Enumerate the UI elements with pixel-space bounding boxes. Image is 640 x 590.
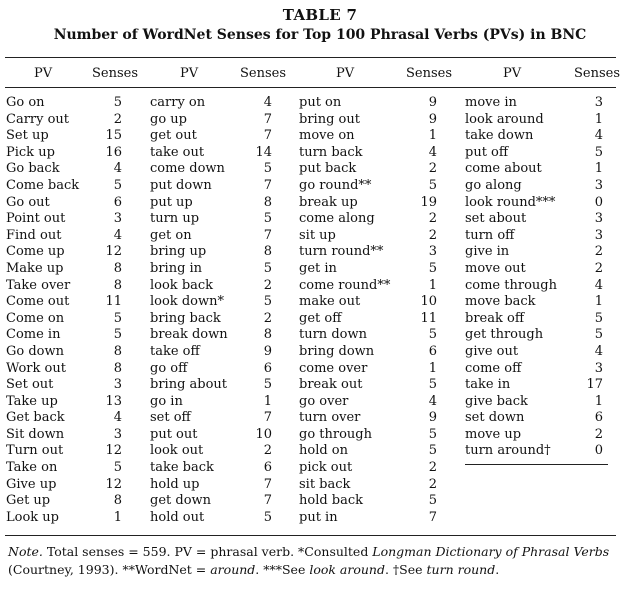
pv-cell: give back (465, 393, 528, 409)
pv-cell: Go out (6, 194, 50, 210)
pv-cell: Go down (6, 343, 64, 359)
senses-cell: 9 (428, 410, 437, 426)
pv-cell: Work out (6, 360, 66, 376)
senses-cell: 5 (594, 327, 603, 343)
pv-cell: Take over (6, 277, 71, 293)
pv-cell: sit up (299, 227, 336, 243)
pv-cell: break down (150, 327, 228, 343)
senses-cell: 2 (594, 426, 603, 442)
senses-cell: 2 (428, 476, 437, 492)
table-row (0, 377, 640, 394)
pv-cell: make out (299, 294, 361, 310)
senses-cell: 5 (113, 460, 122, 476)
table-row (0, 493, 640, 510)
pv-cell: give out (465, 343, 519, 359)
pv-cell: hold out (150, 509, 205, 525)
senses-cell: 15 (105, 128, 122, 144)
senses-cell: 19 (420, 194, 437, 210)
pv-cell: Come out (6, 294, 70, 310)
senses-cell: 0 (594, 443, 603, 459)
pv-cell: look down* (150, 294, 224, 310)
pv-cell: look out (150, 443, 204, 459)
senses-cell: 7 (263, 410, 272, 426)
senses-cell: 4 (594, 343, 603, 359)
pv-cell: Take up (6, 393, 58, 409)
pv-cell: sit back (299, 476, 351, 492)
header-senses-2: Senses (240, 66, 287, 81)
senses-cell: 1 (594, 161, 603, 177)
senses-cell: 2 (263, 443, 272, 459)
senses-cell: 2 (113, 111, 122, 127)
bottom-rule (5, 535, 616, 536)
note-see-1: look around (309, 562, 385, 577)
pv-cell: Take on (6, 460, 58, 476)
pv-cell: turn up (150, 211, 200, 227)
note-text-5: . (495, 562, 500, 577)
pv-cell: take out (150, 144, 205, 160)
pv-cell: Turn out (6, 443, 64, 459)
pv-cell: come round** (299, 277, 391, 293)
pv-cell: turn off (465, 227, 515, 243)
table-row (0, 427, 640, 444)
senses-cell: 2 (594, 244, 603, 260)
table-row (0, 112, 640, 129)
senses-cell: 3 (428, 244, 437, 260)
pv-cell: look around (465, 111, 544, 127)
pv-cell: Come up (6, 244, 65, 260)
senses-cell: 1 (594, 393, 603, 409)
senses-cell: 1 (594, 111, 603, 127)
pv-cell: bring in (150, 260, 203, 276)
pv-cell: come about (465, 161, 542, 177)
pv-cell: set off (150, 410, 191, 426)
pv-cell: turn over (299, 410, 361, 426)
senses-cell: 1 (263, 393, 272, 409)
pv-cell: move up (465, 426, 522, 442)
pv-cell: give in (465, 244, 510, 260)
senses-cell: 3 (113, 377, 122, 393)
pv-cell: Find out (6, 227, 62, 243)
senses-cell: 5 (428, 327, 437, 343)
pv-cell: turn around† (465, 443, 551, 459)
pv-cell: go through (299, 426, 372, 442)
table-row (0, 394, 640, 411)
senses-cell: 5 (263, 211, 272, 227)
pv-cell: move on (299, 128, 355, 144)
senses-cell: 9 (263, 343, 272, 359)
note-text-3: . ***See (255, 562, 310, 577)
pv-cell: take back (150, 460, 214, 476)
senses-cell: 9 (428, 95, 437, 110)
pv-cell: come through (465, 277, 557, 293)
pv-cell: take in (465, 377, 511, 393)
note-label: Note. (8, 544, 43, 559)
senses-cell: 8 (113, 277, 122, 293)
pv-cell: bring down (299, 343, 375, 359)
senses-cell: 4 (113, 410, 122, 426)
table-row (0, 145, 640, 162)
table-subtitle: Number of WordNet Senses for Top 100 Phrasal Verbs (PVs) in BNC (53, 27, 587, 43)
senses-cell: 3 (594, 360, 603, 376)
senses-cell: 7 (263, 177, 272, 193)
senses-cell: 13 (105, 393, 122, 409)
senses-cell: 5 (594, 310, 603, 326)
pv-cell: look back (150, 277, 214, 293)
table-row (0, 477, 640, 494)
senses-cell: 1 (113, 509, 122, 525)
note-text-2: (Courtney, 1993). **WordNet = (8, 562, 211, 577)
pv-cell: hold back (299, 493, 364, 509)
senses-cell: 3 (594, 227, 603, 243)
senses-cell: 2 (428, 161, 437, 177)
pv-cell: break off (465, 310, 525, 326)
table-row (0, 128, 640, 145)
pv-cell: Go on (6, 95, 45, 110)
senses-cell: 7 (263, 128, 272, 144)
note-source: Longman Dictionary of Phrasal Verbs (372, 544, 610, 559)
note-wn-term: around (210, 562, 256, 577)
pv-cell: take off (150, 343, 200, 359)
table-row (0, 178, 640, 195)
senses-cell: 10 (255, 426, 272, 442)
pv-cell: hold on (299, 443, 349, 459)
table-row (0, 460, 640, 477)
pv-cell: put on (299, 95, 342, 110)
senses-cell: 5 (428, 260, 437, 276)
pv-cell: come over (299, 360, 368, 376)
senses-cell: 2 (428, 227, 437, 243)
senses-cell: 5 (263, 509, 272, 525)
senses-cell: 1 (428, 277, 437, 293)
senses-cell: 4 (594, 277, 603, 293)
senses-cell: 8 (113, 260, 122, 276)
senses-cell: 9 (428, 111, 437, 127)
senses-cell: 7 (428, 509, 437, 525)
pv-cell: Look up (6, 509, 59, 525)
senses-cell: 4 (113, 227, 122, 243)
senses-cell: 5 (263, 377, 272, 393)
table-row (0, 361, 640, 378)
table-row (0, 195, 640, 212)
senses-cell: 8 (263, 327, 272, 343)
table-row (0, 410, 640, 427)
pv-cell: get down (150, 493, 212, 509)
table-row (0, 311, 640, 328)
senses-cell: 5 (113, 327, 122, 343)
header-pv-3: PV (336, 66, 355, 81)
pv-cell: get in (299, 260, 337, 276)
senses-cell: 11 (105, 294, 122, 310)
senses-cell: 3 (113, 211, 122, 227)
senses-cell: 7 (263, 111, 272, 127)
note-text-1: Total senses = 559. PV = phrasal verb. *Consulted (42, 544, 373, 559)
senses-cell: 5 (113, 310, 122, 326)
senses-cell: 3 (594, 177, 603, 193)
senses-cell: 5 (263, 161, 272, 177)
senses-cell: 8 (263, 244, 272, 260)
pv-cell: turn round** (299, 244, 384, 260)
senses-cell: 6 (263, 460, 272, 476)
pv-cell: go along (465, 177, 522, 193)
senses-cell: 3 (594, 211, 603, 227)
pv-cell: take down (465, 128, 534, 144)
senses-cell: 12 (105, 244, 122, 260)
senses-cell: 6 (428, 343, 437, 359)
pv-cell: get off (299, 310, 342, 326)
pv-cell: Make up (6, 260, 64, 276)
pv-cell: set down (465, 410, 525, 426)
pv-cell: put down (150, 177, 212, 193)
pv-cell: turn down (299, 327, 367, 343)
senses-cell: 8 (113, 343, 122, 359)
senses-cell: 5 (263, 294, 272, 310)
pv-cell: Set up (6, 128, 49, 144)
pv-cell: Give up (6, 476, 57, 492)
senses-cell: 1 (428, 360, 437, 376)
pv-cell: come along (299, 211, 375, 227)
table-row (0, 211, 640, 228)
table-row (0, 161, 640, 178)
pv-cell: Get up (6, 493, 51, 509)
pv-cell: move out (465, 260, 526, 276)
table-body (0, 95, 640, 526)
pv-cell: carry on (150, 95, 206, 110)
pv-cell: break up (299, 194, 358, 210)
header-rule (5, 87, 616, 88)
senses-cell: 12 (105, 476, 122, 492)
pv-cell: come off (465, 360, 522, 376)
senses-cell: 17 (586, 377, 603, 393)
senses-cell: 4 (428, 144, 437, 160)
senses-cell: 8 (263, 194, 272, 210)
table-row (0, 327, 640, 344)
pv-cell: get through (465, 327, 544, 343)
senses-cell: 10 (420, 294, 437, 310)
senses-cell: 5 (113, 177, 122, 193)
table-row (0, 244, 640, 261)
header-pv-1: PV (34, 66, 53, 81)
senses-cell: 4 (594, 128, 603, 144)
table-title: TABLE 7 (282, 6, 358, 24)
note-text-4: . †See (384, 562, 427, 577)
pv-cell: Come on (6, 310, 65, 326)
table-row (0, 344, 640, 361)
pv-cell: turn back (299, 144, 363, 160)
table-row (0, 261, 640, 278)
senses-cell: 6 (113, 194, 122, 210)
pv-cell: put back (299, 161, 357, 177)
pv-cell: get on (150, 227, 192, 243)
pv-cell: Point out (6, 211, 66, 227)
table-row (0, 294, 640, 311)
senses-cell: 1 (428, 128, 437, 144)
pv-cell: go off (150, 360, 188, 376)
table-note (8, 543, 618, 579)
pv-cell: look round*** (465, 194, 556, 210)
senses-cell: 4 (263, 95, 272, 110)
senses-cell: 7 (263, 227, 272, 243)
note-see-2: turn round (426, 562, 496, 577)
pv-cell: bring about (150, 377, 228, 393)
senses-cell: 0 (594, 194, 603, 210)
pv-cell: put in (299, 509, 338, 525)
pv-cell: move in (465, 95, 517, 110)
header-pv-2: PV (180, 66, 199, 81)
senses-cell: 5 (428, 426, 437, 442)
pv-cell: Carry out (6, 111, 70, 127)
table-row (0, 95, 640, 112)
senses-cell: 7 (263, 476, 272, 492)
pv-cell: put up (150, 194, 193, 210)
senses-cell: 2 (263, 310, 272, 326)
pv-cell: go round** (299, 177, 372, 193)
pv-cell: pick out (299, 460, 353, 476)
senses-cell: 16 (105, 144, 122, 160)
pv-cell: Pick up (6, 144, 55, 160)
header-senses-3: Senses (406, 66, 453, 81)
top-rule (5, 57, 616, 58)
senses-cell: 6 (594, 410, 603, 426)
senses-cell: 14 (255, 144, 272, 160)
pv-cell: come down (150, 161, 225, 177)
header-senses-4: Senses (574, 66, 621, 81)
senses-cell: 5 (428, 493, 437, 509)
senses-cell: 5 (594, 144, 603, 160)
senses-cell: 11 (420, 310, 437, 326)
pv-cell: bring back (150, 310, 221, 326)
last-entry-rule (465, 464, 608, 465)
senses-cell: 5 (428, 177, 437, 193)
senses-cell: 6 (263, 360, 272, 376)
header-pv-4: PV (503, 66, 522, 81)
pv-cell: Sit down (6, 426, 65, 442)
pv-cell: put out (150, 426, 198, 442)
pv-cell: Go back (6, 161, 60, 177)
pv-cell: Come back (6, 177, 80, 193)
senses-cell: 3 (113, 426, 122, 442)
table-row (0, 278, 640, 295)
pv-cell: Get back (6, 410, 65, 426)
pv-cell: get out (150, 128, 197, 144)
pv-cell: bring out (299, 111, 360, 127)
table-row (0, 443, 640, 460)
senses-cell: 1 (594, 294, 603, 310)
senses-cell: 5 (428, 377, 437, 393)
table-row (0, 228, 640, 245)
pv-cell: hold up (150, 476, 200, 492)
senses-cell: 7 (263, 493, 272, 509)
senses-cell: 8 (113, 493, 122, 509)
senses-cell: 3 (594, 95, 603, 110)
senses-cell: 5 (113, 95, 122, 110)
pv-cell: bring up (150, 244, 207, 260)
senses-cell: 12 (105, 443, 122, 459)
pv-cell: break out (299, 377, 363, 393)
senses-cell: 2 (428, 460, 437, 476)
pv-cell: Set out (6, 377, 54, 393)
senses-cell: 8 (113, 360, 122, 376)
pv-cell: go over (299, 393, 349, 409)
pv-cell: put off (465, 144, 509, 160)
pv-cell: go up (150, 111, 187, 127)
header-senses-1: Senses (92, 66, 139, 81)
senses-cell: 2 (263, 277, 272, 293)
pv-cell: set about (465, 211, 527, 227)
table-row (0, 510, 640, 527)
senses-cell: 2 (428, 211, 437, 227)
senses-cell: 4 (113, 161, 122, 177)
pv-cell: Come in (6, 327, 61, 343)
senses-cell: 5 (263, 260, 272, 276)
pv-cell: move back (465, 294, 536, 310)
senses-cell: 2 (594, 260, 603, 276)
pv-cell: go in (150, 393, 183, 409)
senses-cell: 5 (428, 443, 437, 459)
senses-cell: 4 (428, 393, 437, 409)
